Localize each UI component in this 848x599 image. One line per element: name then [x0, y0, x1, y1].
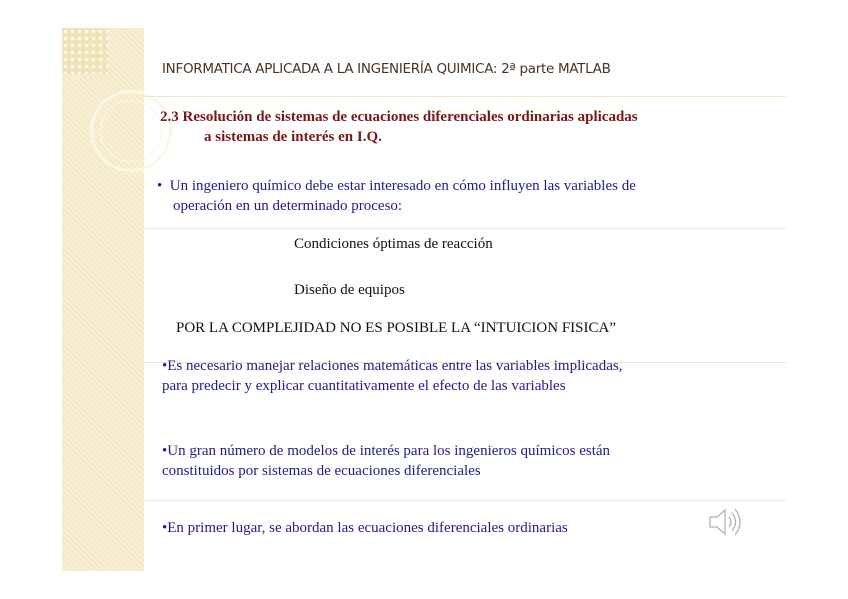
point-relations-line2: para predecir y explicar cuantitativamente el efecto de las variables — [162, 378, 566, 394]
complexity-statement: POR LA COMPLEJIDAD NO ES POSIBLE LA “INTUICION FISICA” — [176, 320, 617, 336]
point-models-line2: constituidos por sistemas de ecuaciones diferenciales — [162, 463, 481, 479]
point-models-line1: •Un gran número de modelos de interés para los ingenieros químicos están — [162, 443, 611, 459]
section-title-line2: a sistemas de interés en I.Q. — [204, 129, 382, 145]
intro-bullet — [157, 176, 777, 216]
point-ode-line1: •En primer lugar, se abordan las ecuaciones diferenciales ordinarias — [162, 520, 568, 536]
point-models — [162, 441, 772, 481]
speaker-icon[interactable] — [704, 500, 748, 549]
point-relations — [162, 356, 762, 396]
decorative-ring-inner — [100, 100, 162, 162]
slide-header: INFORMATICA APLICADA A LA INGENIERÍA QUIMICA: 2ª parte MATLAB — [162, 61, 611, 77]
divider — [144, 96, 786, 97]
decorative-dot-pattern — [62, 28, 108, 74]
section-title — [160, 107, 760, 147]
section-title-line1: 2.3 Resolución de sistemas de ecuaciones diferenciales ordinarias aplicadas — [160, 109, 638, 125]
divider — [144, 228, 786, 229]
divider — [144, 500, 786, 501]
item-design: Diseño de equipos — [294, 282, 405, 298]
intro-line1: Un ingeniero químico debe estar interesado en cómo influyen las variables de — [169, 178, 636, 194]
point-ode — [162, 518, 722, 538]
item-conditions: Condiciones óptimas de reacción — [294, 236, 493, 252]
intro-line2: operación en un determinado proceso: — [173, 198, 403, 214]
bullet-marker: • — [157, 178, 163, 194]
slide — [62, 28, 786, 571]
point-relations-line1: •Es necesario manejar relaciones matemáticas entre las variables implicadas, — [162, 358, 623, 374]
